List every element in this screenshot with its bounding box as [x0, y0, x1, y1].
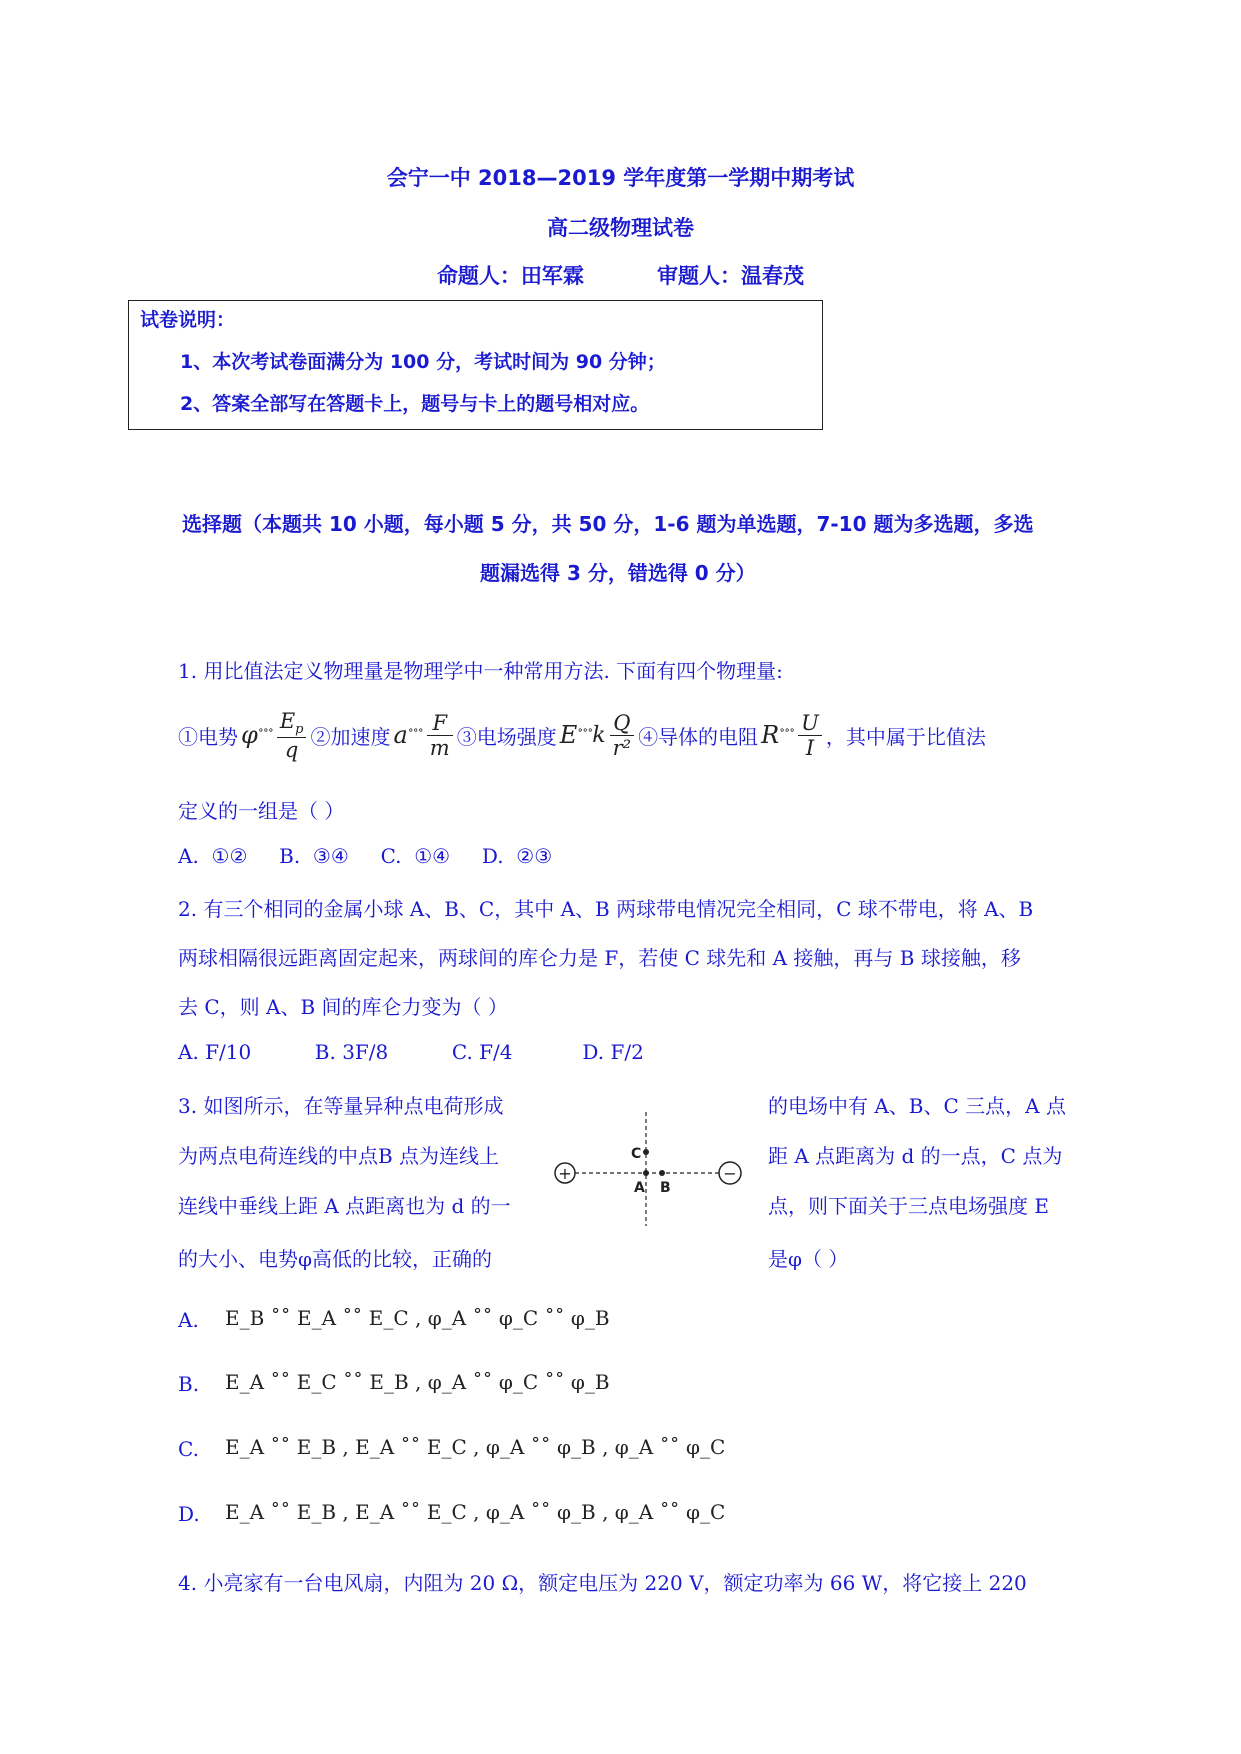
section-heading-line2: 题漏选得 3 分，错选得 0 分）: [480, 561, 756, 585]
q3-left-line1: 3. 如图所示，在等量异种点电荷形成: [178, 1094, 504, 1118]
q3-label-a: A: [634, 1180, 645, 1196]
instruction-item-2: 2、答案全部写在答题卡上，题号与卡上的题号相对应。: [180, 393, 650, 415]
q1-formula-2-den: m: [429, 735, 450, 760]
q1-formula-2-symbol: a: [393, 721, 408, 749]
q3-right-line1: 的电场中有 A、B、C 三点，A 点: [768, 1094, 1066, 1118]
q3-negative-sign: −: [723, 1164, 737, 1183]
q1-relation-4: ˚˚˚: [779, 728, 795, 742]
q1-formula-4-fraction: [798, 711, 822, 760]
q3-label-b: B: [660, 1180, 671, 1196]
q3-figure: [548, 1110, 748, 1228]
q1-formula-2-label: ②加速度: [310, 724, 391, 749]
q3-option-d-expr: E_A ˚˚ E_B , E_A ˚˚ E_C , φ_A ˚˚ φ_B , φ_A ˚˚ φ_C: [225, 1500, 726, 1524]
q3-option-a-expr: E_B ˚˚ E_A ˚˚ E_C , φ_A ˚˚ φ_C ˚˚ φ_B: [225, 1306, 610, 1330]
q1-formula-1-num-sub: p: [295, 721, 304, 737]
q3-option-a-letter: A.: [178, 1308, 199, 1332]
exam-authors: 命题人：田军霖 审题人：温春茂: [436, 264, 805, 288]
q1-formula-1-symbol: φ: [241, 721, 258, 749]
q3-label-c: C: [631, 1146, 642, 1162]
exam-title: 会宁一中 2018—2019 学年度第一学期中期考试: [386, 166, 855, 190]
q3-right-line3: 点，则下面关于三点电场强度 E: [768, 1194, 1049, 1218]
q1-options: A. ①② B. ③④ C. ①④ D. ②③: [178, 844, 553, 868]
q3-option-b-expr: E_A ˚˚ E_C ˚˚ E_B , φ_A ˚˚ φ_C ˚˚ φ_B: [225, 1370, 610, 1394]
q3-option-d-letter: D.: [178, 1502, 200, 1526]
q1-formula-line: [178, 700, 986, 770]
q3-positive-sign: +: [558, 1164, 572, 1183]
q1-line3: 定义的一组是（ ）: [178, 799, 345, 823]
section-heading-line1: 选择题（本题共 10 小题，每小题 5 分，共 50 分，1-6 题为单选题，7-10 题为多选题，多选: [182, 512, 1034, 536]
instruction-item-1: 1、本次考试卷面满分为 100 分，考试时间为 90 分钟；: [180, 351, 666, 373]
q3-right-line4: 是φ（ ）: [768, 1247, 849, 1271]
q3-left-line3: 连线中垂线上距 A 点距离也为 d 的一: [178, 1194, 511, 1218]
q1-relation-1: ˚˚˚: [257, 728, 273, 742]
q3-option-c-expr: E_A ˚˚ E_B , E_A ˚˚ E_C , φ_A ˚˚ φ_B , φ_A ˚˚ φ_C: [225, 1435, 726, 1459]
q1-formula-3-den: r²: [612, 735, 632, 760]
q3-point-a: [643, 1170, 649, 1176]
q2-options: A. F/10 B. 3F/8 C. F/4 D. F/2: [178, 1040, 644, 1064]
q1-formula-3-num: Q: [610, 711, 634, 736]
q2-line3: 去 C，则 A、B 间的库仑力变为（ ）: [178, 995, 508, 1019]
q1-formula-3-label: ③电场强度: [456, 724, 557, 749]
instructions-heading: 试卷说明：: [140, 309, 236, 331]
q1-relation-2: ˚˚˚: [407, 728, 423, 742]
q1-formula-3-symbol: E: [559, 721, 578, 749]
q1-formula-3-k: k: [592, 722, 606, 748]
q3-right-line2: 距 A 点距离为 d 的一点，C 点为: [768, 1144, 1063, 1168]
q1-formula-1-label: ①电势: [178, 724, 238, 749]
q3-point-c: [643, 1149, 649, 1155]
q1-formula-3-fraction: [610, 711, 634, 760]
q1-formula-4-symbol: R: [761, 721, 780, 749]
exam-subtitle: 高二级物理试卷: [547, 216, 694, 240]
q3-left-line2: 为两点电荷连线的中点B 点为连线上: [178, 1144, 500, 1168]
q2-line2: 两球相隔很远距离固定起来，两球间的库仑力是 F，若使 C 球先和 A 接触，再与 B 球接触，移: [178, 946, 1021, 970]
q1-formula-4-label: ④导体的电阻: [638, 724, 759, 749]
q1-relation-3: ˚˚˚: [577, 728, 593, 742]
q3-left-line4: 的大小、电势φ高低的比较，正确的: [178, 1247, 493, 1271]
q3-option-c-letter: C.: [178, 1437, 199, 1461]
q4-line1: 4. 小亮家有一台电风扇，内阻为 20 Ω，额定电压为 220 V，额定功率为 66 W，将它接上 220: [178, 1571, 1027, 1595]
q1-formula-tail: ，其中属于比值法: [825, 724, 986, 749]
q3-point-b: [659, 1170, 665, 1176]
q3-option-b-letter: B.: [178, 1372, 200, 1396]
q1-formula-2-fraction: [427, 711, 453, 760]
q1-formula-4-num: U: [798, 711, 822, 736]
q1-stem: 1. 用比值法定义物理量是物理学中一种常用方法. 下面有四个物理量:: [178, 659, 783, 683]
q1-formula-1-num: E: [279, 708, 296, 733]
q2-line1: 2. 有三个相同的金属小球 A、B、C，其中 A、B 两球带电情况完全相同，C 球不带电，将 A、B: [178, 897, 1034, 921]
q1-formula-1-den: q: [284, 737, 299, 762]
q1-formula-2-num: F: [427, 711, 453, 736]
q1-formula-1-fraction: [277, 709, 307, 762]
q1-formula-4-den: I: [805, 735, 815, 760]
